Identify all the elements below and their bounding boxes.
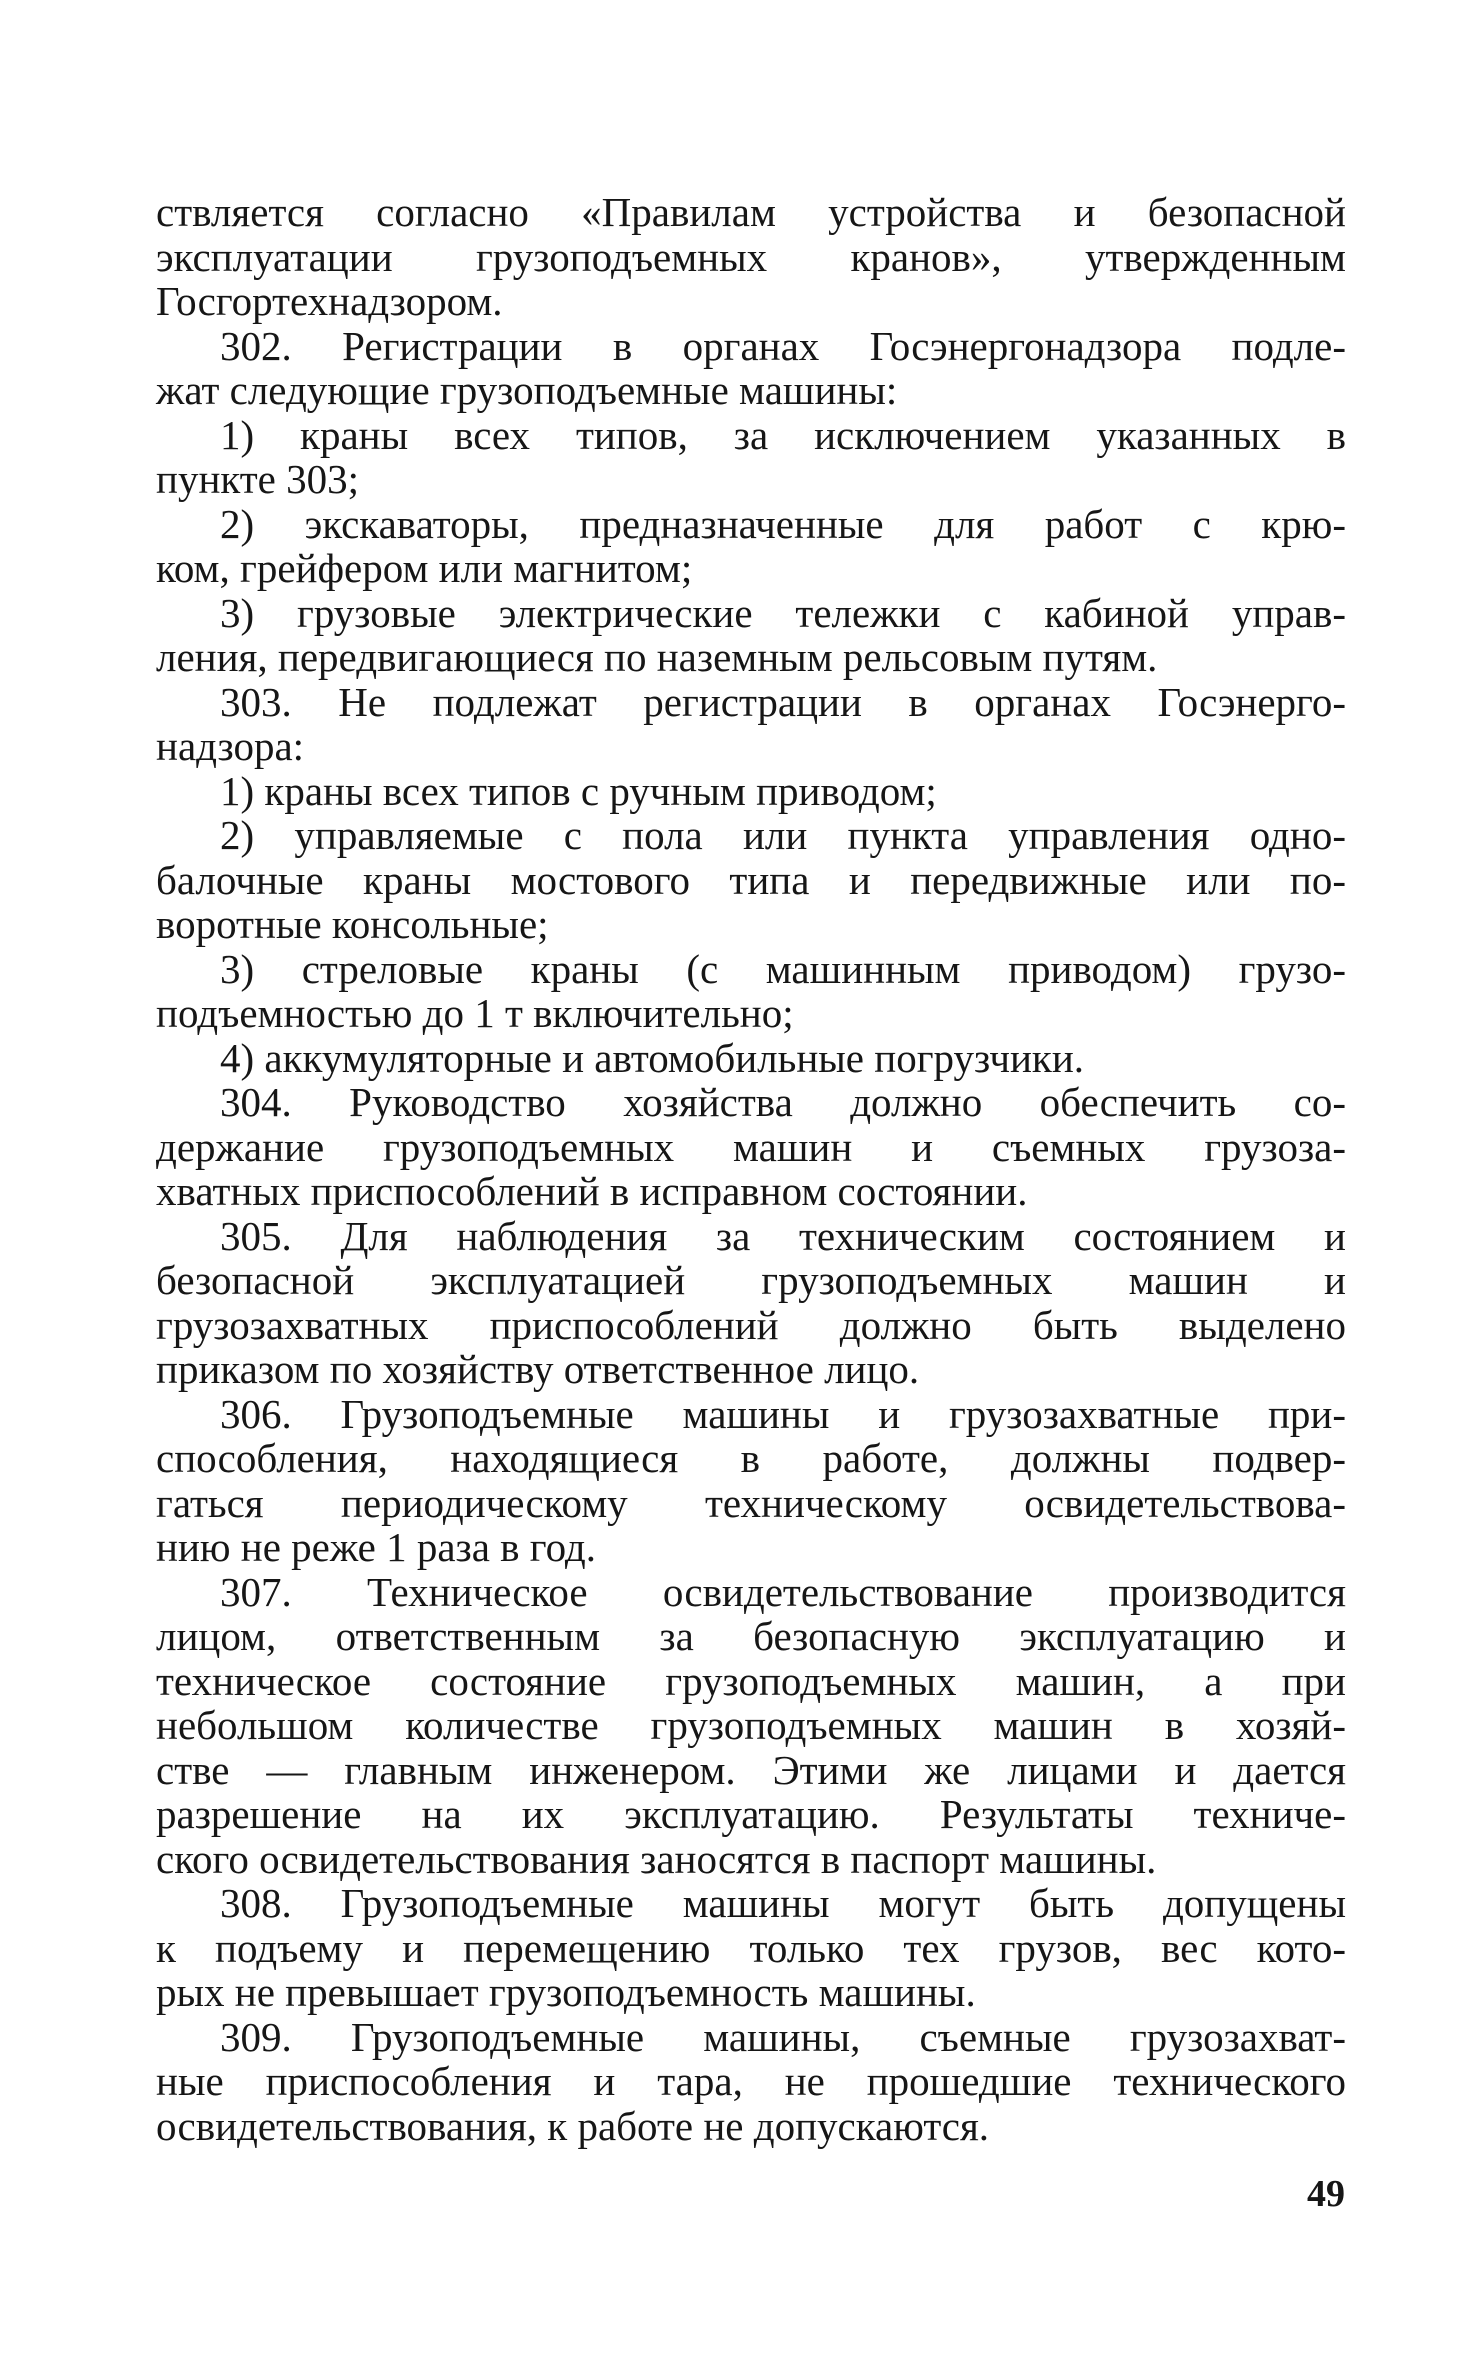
text-line: ского освидетельствования заносятся в паспорт машины.	[156, 1835, 1157, 1882]
text-line: надзора:	[156, 723, 305, 769]
page-body	[156, 190, 1346, 2148]
text-line: 303. Не подлежат регистрации в органах Госэнерго-	[220, 678, 1346, 725]
text-line: эксплуатации грузоподъемных кранов», утвержденным	[156, 233, 1346, 280]
text-line: 309. Грузоподъемные машины, съемные грузозахват-	[220, 2013, 1346, 2060]
text-line: лицом, ответственным за безопасную эксплуатацию и	[156, 1613, 1346, 1659]
text-line: ления, передвигающиеся по наземным рельсовым путям.	[156, 634, 1158, 680]
text-line: нию не реже 1 раза в год.	[156, 1524, 597, 1570]
text-line: небольшом количестве грузоподъемных машин в хозяй-	[156, 1702, 1346, 1748]
text-line: 1) краны всех типов, за исключением указанных в	[220, 411, 1346, 458]
text-line: способления, находящиеся в работе, должны подвер-	[156, 1435, 1346, 1481]
text-line: 308. Грузоподъемные машины могут быть допущены	[220, 1880, 1346, 1926]
text-line: ком, грейфером или магнитом;	[156, 545, 693, 591]
text-line: 3) стреловые краны (с машинным приводом) грузо-	[220, 945, 1346, 992]
text-line: ные приспособления и тара, не прошедшие технического	[156, 2058, 1346, 2104]
text-line: 3) грузовые электрические тележки с кабиной управ-	[220, 589, 1346, 636]
text-line: безопасной эксплуатацией грузоподъемных машин и	[156, 1257, 1346, 1303]
text-line: Госгортехнадзором.	[156, 278, 503, 324]
text-line: 4) аккумуляторные и автомобильные погрузчики.	[220, 1034, 1085, 1081]
text-line: 302. Регистрации в органах Госэнергонадзора подле-	[220, 322, 1346, 369]
text-line: хватных приспособлений в исправном состоянии.	[156, 1168, 1028, 1214]
text-line: 2) экскаваторы, предназначенные для работ с крю-	[220, 500, 1346, 547]
text-line: стве — главным инженером. Этими же лицами и дается	[156, 1746, 1346, 1793]
page-number: 49	[1307, 2173, 1345, 2215]
text-line: балочные краны мостового типа и передвижные или по-	[156, 856, 1346, 903]
text-line: пункте 303;	[156, 456, 360, 502]
text-line: жат следующие грузоподъемные машины:	[156, 367, 898, 413]
text-line: гаться периодическому техническому освидетельствова-	[156, 1479, 1346, 1526]
text-line: грузозахватных приспособлений должно быть выделено	[156, 1301, 1346, 1348]
text-line: разрешение на их эксплуатацию. Результаты техниче-	[156, 1791, 1346, 1837]
text-line: рых не превышает грузоподъемность машины.	[156, 1969, 976, 2015]
text-line: подъемностью до 1 т включительно;	[156, 990, 794, 1036]
text-line: ствляется согласно «Правилам устройства и безопасной	[156, 189, 1346, 235]
text-line: 305. Для наблюдения за техническим состоянием и	[220, 1212, 1346, 1259]
text-line: освидетельствования, к работе не допускаются.	[156, 2102, 990, 2149]
text-line: 307. Техническое освидетельствование производится	[220, 1568, 1346, 1615]
text-line: держание грузоподъемных машин и съемных грузоза-	[156, 1123, 1346, 1170]
text-line: 2) управляемые с пола или пункта управления одно-	[220, 812, 1346, 858]
text-line: 1) краны всех типов с ручным приводом;	[220, 767, 937, 814]
text-line: к подъему и перемещению только тех грузов, вес кото-	[156, 1924, 1346, 1971]
text-line: воротные консольные;	[156, 901, 549, 947]
text-line: приказом по хозяйству ответственное лицо.	[156, 1346, 920, 1392]
text-line: техническое состояние грузоподъемных машин, а при	[156, 1657, 1346, 1704]
text-line: 304. Руководство хозяйства должно обеспечить со-	[220, 1079, 1346, 1125]
text-line: 306. Грузоподъемные машины и грузозахватные при-	[220, 1390, 1346, 1437]
